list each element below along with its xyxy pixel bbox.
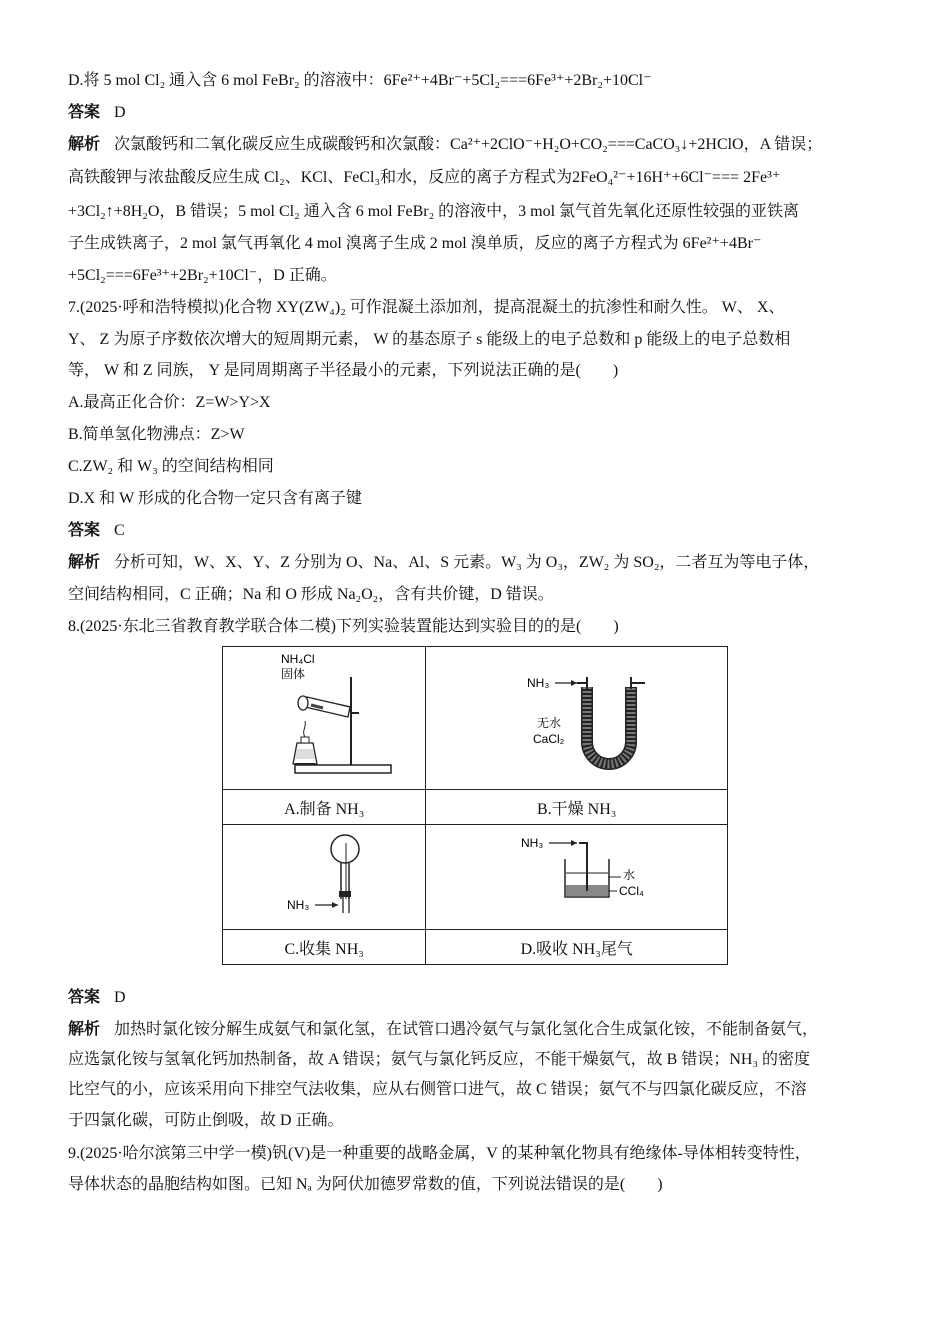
figure-b-label-1: 无水 — [536, 716, 561, 730]
answer-label: 答案 — [68, 989, 101, 1006]
q7-stem-3: 等， W 和 Z 同族， Y 是同周期离子半径最小的元素，下列说法正确的是( ) — [68, 362, 619, 379]
q6-answer: 答案 D — [68, 104, 126, 121]
figure-b-inlet-label: NH₃ — [526, 676, 549, 690]
answer-label: 答案 — [68, 104, 101, 121]
caption-a: A.制备 NH₃ — [223, 790, 426, 825]
explain-label: 解析 — [68, 1021, 101, 1038]
caption-b: B.干燥 NH₃ — [426, 790, 728, 825]
q8-explanation-3: 比空气的小，应该采用向下排空气法收集，应从右侧管口进气，故 C 错误；氨气不与四氯化碳反应，不溶 — [68, 1081, 807, 1098]
q8-explanation-4: 于四氯化碳，可防止倒吸，故 D 正确。 — [68, 1112, 344, 1129]
q7-option-c: C.ZW₂ 和 W₃ 的空间结构相同 — [68, 458, 274, 475]
q6-explanation-3: +3Cl₂↑+8H₂O，B 错误；5 mol Cl₂ 通入含 6 mol FeBr₂ 的溶液中，3 mol 氯气首先氧化还原性较强的亚铁离 — [68, 203, 800, 220]
q9-stem-1: 9.(2025·哈尔滨第三中学一模)钒(V)是一种重要的战略金属，V 的某种氧化物具有绝缘体-导体相转变特性， — [68, 1145, 811, 1162]
caption-c: C.收集 NH₃ — [223, 930, 426, 965]
apparatus-table — [222, 646, 728, 965]
q8-explanation-2: 应选氯化铵与氢氧化钙加热制备，故 A 错误；氨气与氯化钙反应，不能干燥氨气，故 B 错误；NH₃ 的密度 — [68, 1051, 811, 1068]
figure-d-ccl4-label: CCl₄ — [618, 884, 644, 898]
explain-label: 解析 — [68, 136, 101, 153]
q8-explanation-1: 解析 加热时氯化铵分解生成氨气和氯化氢，在试管口遇冷氨气与氯化氢化合生成氯化铵，不能制备氨气， — [68, 1021, 819, 1038]
q7-option-b: B.简单氢化物沸点：Z>W — [68, 426, 245, 443]
figure-d-cell — [426, 825, 728, 930]
figure-a-label-2: 固体 — [281, 667, 306, 681]
figure-b-label-2: CaCl₂ — [532, 732, 565, 746]
q9-stem-2: 导体状态的晶胞结构如图。已知 Nₐ 为阿伏加德罗常数的值，下列说法错误的是( ) — [68, 1176, 663, 1193]
apparatus-c-figure — [223, 825, 425, 924]
figure-d-water-label: 水 — [622, 868, 635, 882]
q6-option-d: D.将 5 mol Cl₂ 通入含 6 mol FeBr₂ 的溶液中：6Fe²⁺+4Br⁻+5Cl₂===6Fe³⁺+2Br₂+10Cl⁻ — [68, 72, 652, 89]
figure-d-inlet-label: NH₃ — [520, 836, 543, 850]
figure-c-cell — [223, 825, 426, 930]
q6-explanation-1: 解析 次氯酸钙和二氧化碳反应生成碳酸钙和次氯酸：Ca²⁺+2ClO⁻+H₂O+CO₂===CaCO₃↓+2HClO，A 错误； — [68, 136, 823, 153]
figure-c-inlet-label: NH₃ — [287, 898, 310, 912]
q8-stem: 8.(2025·东北三省教育教学联合体二模)下列实验装置能达到实验目的的是( ) — [68, 618, 619, 635]
q7-stem-2: Y、 Z 为原子序数依次增大的短周期元素， W 的基态原子 s 能级上的电子总数和 p 能级上的电子总数相 — [68, 331, 791, 348]
q7-option-d: D.X 和 W 形成的化合物一定只含有离子键 — [68, 490, 362, 507]
answer-label: 答案 — [68, 522, 101, 539]
q7-stem-1: 7.(2025·呼和浩特模拟)化合物 XY(ZW₄)₂ 可作混凝土添加剂，提高混凝土的抗渗性和耐久性。 W、 X、 — [68, 299, 785, 316]
caption-d: D.吸收 NH₃尾气 — [426, 930, 728, 965]
explain-label: 解析 — [68, 554, 101, 571]
q7-option-a: A.最高正化合价：Z=W>Y>X — [68, 394, 271, 411]
apparatus-a-figure — [223, 647, 425, 784]
figure-a-cell — [223, 647, 426, 790]
q6-explanation-2: 高铁酸钾与浓盐酸反应生成 Cl₂、KCl、FeCl₃和水，反应的离子方程式为2FeO₄²⁻+16H⁺+6Cl⁻=== 2Fe³⁺ — [68, 169, 781, 186]
q7-explanation-2: 空间结构相同，C 正确；Na 和 O 形成 Na₂O₂，含有共价键，D 错误。 — [68, 586, 554, 603]
figure-b-cell — [426, 647, 728, 790]
q7-explanation-1: 解析 分析可知，W、X、Y、Z 分别为 O、Na、Al、S 元素。W₃ 为 O₃，ZW₂ 为 SO₂，二者互为等电子体， — [68, 554, 820, 571]
apparatus-b-figure — [427, 647, 727, 784]
q8-answer: 答案 D — [68, 989, 126, 1006]
figure-a-label-1: NH₄Cl — [281, 652, 315, 666]
q6-explanation-5: +5Cl₂===6Fe³⁺+2Br₂+10Cl⁻，D 正确。 — [68, 267, 337, 284]
q6-explanation-4: 子生成铁离子，2 mol 氯气再氧化 4 mol 溴离子生成 2 mol 溴单质，反应的离子方程式为 6Fe²⁺+4Br⁻ — [68, 235, 762, 252]
q7-answer: 答案 C — [68, 522, 125, 539]
apparatus-d-figure — [427, 825, 727, 924]
